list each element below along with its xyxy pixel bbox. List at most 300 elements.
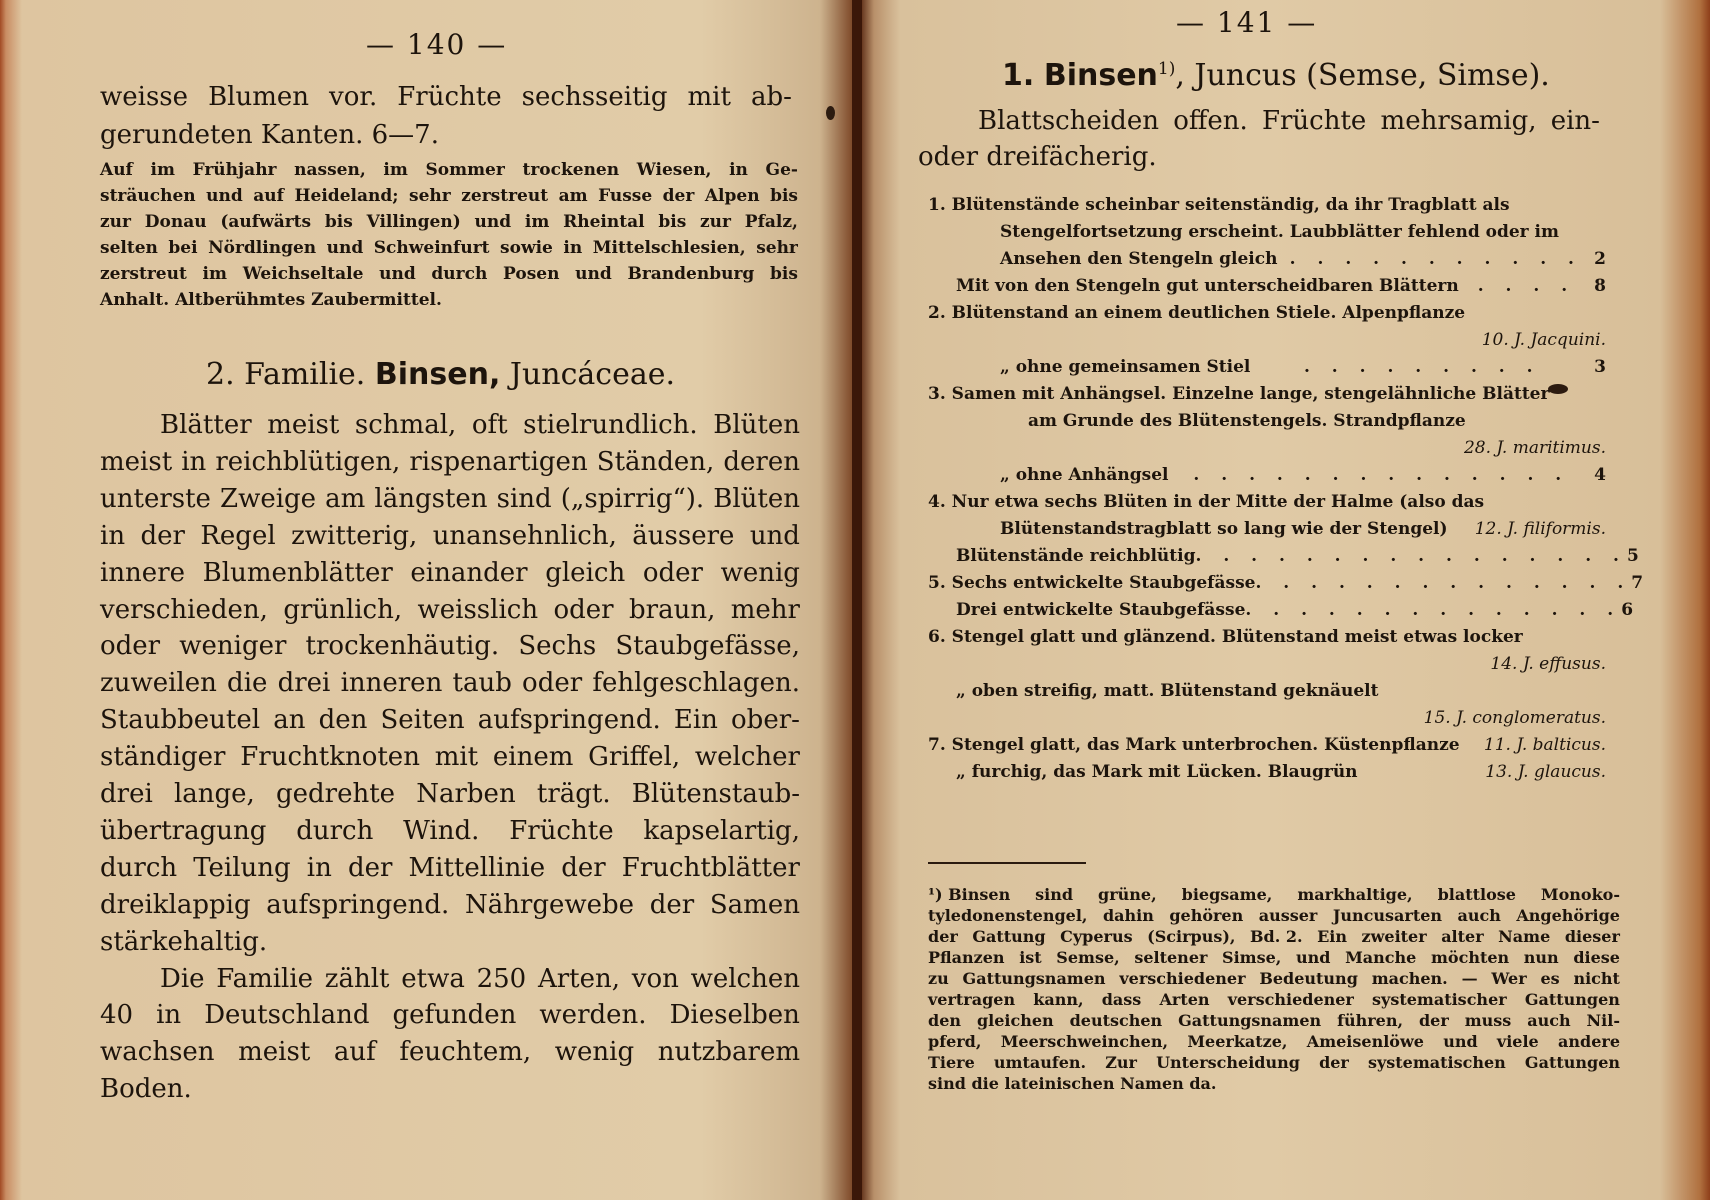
word: Samen xyxy=(709,889,800,920)
key-text: 1. Blütenstände scheinbar seitenständig, da ihr Tragblatt als xyxy=(928,195,1510,215)
word: Seiten xyxy=(380,705,465,736)
word: vor. xyxy=(329,82,378,112)
word: dahin xyxy=(1102,906,1154,925)
key-entry xyxy=(928,708,1606,728)
word: gedrehte xyxy=(275,779,396,809)
body-line xyxy=(100,927,800,957)
footnote-marker: 1) xyxy=(1157,59,1176,79)
footnote-line xyxy=(928,1032,1620,1051)
word: — xyxy=(1461,969,1478,988)
word: Simse, xyxy=(1222,948,1282,967)
body-line xyxy=(100,484,800,514)
word: ober- xyxy=(731,705,800,736)
word: einem xyxy=(492,742,574,773)
word: Pflanzen xyxy=(928,948,1005,967)
word: Ge- xyxy=(765,160,798,180)
word: welcher xyxy=(694,742,800,773)
word: ausser xyxy=(1258,906,1318,925)
word: sind xyxy=(1035,885,1074,904)
key-text: 3. Samen mit Anhängsel. Einzelne lange, stengelähnliche Blätter xyxy=(928,384,1550,404)
word: Dieselben xyxy=(669,1000,800,1031)
word: Semse, xyxy=(1056,948,1120,967)
word: Pfalz, xyxy=(744,212,798,232)
species-name: 28. J. maritimus. xyxy=(1463,438,1606,458)
word: weisslich xyxy=(417,594,539,625)
word: führen, xyxy=(1337,1011,1404,1030)
word: gleich xyxy=(545,557,626,588)
key-entry xyxy=(928,195,1606,215)
word: nun xyxy=(1523,948,1559,967)
word: Meerkatze, xyxy=(1187,1032,1288,1051)
word: Posen xyxy=(503,264,560,284)
word: systematischer xyxy=(1372,990,1507,1009)
word: offen. xyxy=(1173,106,1248,136)
key-entry xyxy=(956,762,1606,782)
word: Donau xyxy=(144,212,207,232)
word: Blüten xyxy=(713,410,800,440)
word: oder xyxy=(642,557,703,588)
word: trockenen xyxy=(522,160,620,180)
word: meist xyxy=(238,1037,311,1068)
word: meist xyxy=(267,410,340,440)
word: andere xyxy=(1558,1032,1620,1051)
word: Früchte xyxy=(1261,106,1367,136)
word: Schweinfurt xyxy=(373,238,490,258)
word: umtaufen. xyxy=(993,1053,1087,1072)
species-name: 15. J. conglomeratus. xyxy=(1423,708,1606,728)
word: nutzbarem xyxy=(657,1037,800,1068)
word: verschiedener xyxy=(1119,969,1246,988)
word: nicht xyxy=(1573,969,1620,988)
word: trägt. xyxy=(536,779,611,809)
word: Auf xyxy=(100,160,133,180)
key-text: „ oben streifig, matt. Blütenstand geknäuelt xyxy=(956,681,1379,701)
word: Früchte xyxy=(397,82,502,112)
key-reference: 8 xyxy=(1594,276,1606,296)
word: in xyxy=(563,238,583,258)
word: sechsseitig xyxy=(521,82,668,112)
word: machen. xyxy=(1371,969,1448,988)
word: gefunden xyxy=(392,1000,517,1031)
word: auf xyxy=(253,186,284,206)
word: längsten xyxy=(374,483,488,514)
footnote-line xyxy=(928,969,1620,988)
word: 40 xyxy=(100,1000,134,1031)
word: Juncusarten xyxy=(1332,906,1443,925)
word: lange, xyxy=(173,779,255,809)
word: Deutschland xyxy=(204,1000,370,1031)
word: Villingen) xyxy=(366,212,461,232)
word: Fusse xyxy=(598,186,653,206)
word: sehr xyxy=(756,238,798,258)
word: mehrsamig, xyxy=(1380,106,1537,136)
word: am xyxy=(325,483,366,514)
word: ist xyxy=(1019,948,1042,967)
word: Sechs xyxy=(518,631,597,662)
word: bis xyxy=(658,212,687,232)
word: aufspringend. xyxy=(266,889,450,920)
word: grüne, xyxy=(1098,885,1157,904)
key-text: Blütenstandstragblatt so lang wie der Stengel) xyxy=(1000,519,1448,539)
word: Rheintal xyxy=(563,212,645,232)
word: in xyxy=(100,520,126,551)
word: markhaltige, xyxy=(1297,885,1413,904)
word: diese xyxy=(1573,948,1620,967)
word: im xyxy=(383,160,408,180)
word: Bedeutung xyxy=(1259,969,1358,988)
word: mehr xyxy=(730,594,800,625)
word: der xyxy=(140,520,185,551)
footnote-line xyxy=(928,990,1620,1009)
word: aufspringend. xyxy=(477,705,661,736)
footnote-line xyxy=(928,885,1620,904)
word: Frühjahr xyxy=(192,160,277,180)
word: deren xyxy=(723,446,800,477)
key-text: Stengelfortsetzung erscheint. Laubblätter fehlend oder im xyxy=(1000,222,1559,242)
word: Narben xyxy=(416,779,516,809)
word: ¹) Binsen xyxy=(928,885,1011,904)
word: Name xyxy=(1498,927,1551,946)
word: gerundeten Kanten. 6—7. xyxy=(100,120,439,150)
word: Gattungsnamen xyxy=(1178,1011,1322,1030)
habitat-line xyxy=(100,160,798,180)
species-name: 13. J. glaucus. xyxy=(1485,762,1606,782)
word: der xyxy=(347,852,393,883)
body-line xyxy=(100,631,800,661)
word: ein- xyxy=(1550,106,1600,136)
key-entry xyxy=(1000,465,1606,485)
word: und xyxy=(326,238,364,258)
family-latin-name: Juncáceae. xyxy=(509,357,676,392)
word: Ständen, xyxy=(596,446,715,477)
ink-spot xyxy=(826,106,835,120)
word: Fruchtknoten xyxy=(240,742,420,773)
habitat-line xyxy=(100,264,798,284)
word: Ameisenlöwe xyxy=(1306,1032,1424,1051)
word: Nil- xyxy=(1586,1011,1620,1030)
word: sehr xyxy=(409,186,451,206)
word: möchten xyxy=(1430,948,1510,967)
key-entry xyxy=(956,276,1606,296)
word: bis xyxy=(324,212,353,232)
footnote-line xyxy=(928,1074,1620,1093)
word: am xyxy=(558,186,588,206)
word: Blütenstaub- xyxy=(631,779,800,809)
genus-heading-rest: , Juncus (Semse, Simse). xyxy=(1175,58,1550,93)
word: Meerschweinchen, xyxy=(1000,1032,1169,1051)
key-text: Ansehen den Stengeln gleich xyxy=(1000,249,1278,269)
word: Mittellinie xyxy=(408,852,546,883)
word: braun, xyxy=(629,594,716,625)
word: der xyxy=(561,852,606,883)
word: Mittelschlesien, xyxy=(592,238,746,258)
key-text: am Grunde des Blütenstengels. Strandpflanze xyxy=(1028,411,1466,431)
word: Gattungen xyxy=(1524,990,1620,1009)
key-text: 4. Nur etwa sechs Blüten in der Mitte der Halme (also das xyxy=(928,492,1485,512)
body-line xyxy=(100,816,800,846)
key-text: 6. Stengel glatt und glänzend. Blütenstand meist etwas locker xyxy=(928,627,1523,647)
word: Cyperus xyxy=(1060,927,1133,946)
word: (aufwärts xyxy=(220,212,312,232)
word: in xyxy=(306,852,332,883)
word: zu xyxy=(928,969,949,988)
word: durch xyxy=(431,264,488,284)
word: Angehörige xyxy=(1516,906,1620,925)
body-line xyxy=(100,1000,800,1030)
intro-line xyxy=(918,142,1218,172)
family-heading-prefix: 2. Familie. xyxy=(206,357,366,392)
key-entry xyxy=(1000,249,1606,269)
word: Anhalt. Altberühmtes Zaubermittel. xyxy=(100,290,442,310)
body-line xyxy=(160,964,800,994)
key-entry xyxy=(928,438,1606,458)
word: schmal, xyxy=(354,410,457,440)
word: durch xyxy=(100,852,178,883)
key-entry xyxy=(928,384,1606,404)
word: der xyxy=(928,927,958,946)
word: im xyxy=(524,212,550,232)
word: meist xyxy=(100,446,173,477)
word: gleichen xyxy=(976,1011,1054,1030)
footnote-line xyxy=(928,927,1620,946)
key-entry xyxy=(928,735,1606,755)
word: Blüten xyxy=(713,483,800,514)
word: taub xyxy=(452,668,512,699)
word: Fruchtblätter xyxy=(621,852,800,883)
habitat-line xyxy=(100,212,798,232)
word: kapselartig, xyxy=(643,815,800,846)
leader-dots: . . . . . . . . . . . . . . xyxy=(1255,573,1632,593)
word: in xyxy=(181,446,207,477)
word: und xyxy=(474,212,512,232)
word: ab- xyxy=(750,82,792,112)
word: Gattung xyxy=(972,927,1046,946)
word: und xyxy=(379,264,416,284)
word: innere xyxy=(100,557,186,588)
word: Nährgewebe xyxy=(464,889,635,920)
word: bei xyxy=(168,238,198,258)
page-number: — 141 — xyxy=(1176,6,1318,39)
word: Ein xyxy=(673,705,718,736)
key-text: „ ohne Anhängsel xyxy=(1000,465,1169,485)
key-entry xyxy=(1000,519,1606,539)
intro-line xyxy=(978,106,1600,136)
footnote-line xyxy=(928,1011,1620,1030)
key-reference: 2 xyxy=(1594,249,1606,269)
word: Nördlingen xyxy=(208,238,317,258)
word: Weichseltale xyxy=(242,264,364,284)
leader-dots: . . . . . . . . . xyxy=(1303,357,1541,377)
word: mit xyxy=(687,82,731,112)
word: oder xyxy=(553,594,614,625)
word: wenig xyxy=(720,557,800,588)
word: Manche xyxy=(1345,948,1417,967)
key-entry xyxy=(956,546,1639,566)
word: Tiere xyxy=(928,1053,975,1072)
word: verschieden, xyxy=(100,594,268,625)
key-reference: 3 xyxy=(1594,357,1606,377)
word: an xyxy=(273,705,306,736)
word: sind die lateinischen Namen da. xyxy=(928,1074,1217,1093)
word: oder xyxy=(522,668,583,699)
word: zwitterig, xyxy=(291,520,418,551)
body-line xyxy=(100,779,800,809)
word: zweiter xyxy=(1361,927,1427,946)
word: alter xyxy=(1441,927,1484,946)
word: drei xyxy=(277,668,331,699)
word: und xyxy=(206,186,243,206)
word: Teilung xyxy=(193,852,291,883)
word: Gattungsnamen xyxy=(962,969,1106,988)
habitat-line xyxy=(100,186,798,206)
key-entry xyxy=(928,654,1606,674)
key-reference: 4 xyxy=(1594,465,1606,485)
word: seltener xyxy=(1134,948,1208,967)
word: der xyxy=(649,889,695,920)
word: etwa xyxy=(401,963,465,994)
species-name: 12. J. filiformis. xyxy=(1474,519,1606,539)
word: Gattungen xyxy=(1524,1053,1620,1072)
word: stärkehaltig. xyxy=(100,926,268,957)
body-line xyxy=(100,853,800,883)
key-entry xyxy=(928,573,1644,593)
word: gehören xyxy=(1169,906,1244,925)
word: die xyxy=(227,668,268,699)
word: Früchte xyxy=(509,815,614,846)
genus-heading xyxy=(1002,58,1550,93)
key-reference: 7 xyxy=(1631,573,1644,593)
word: Ein xyxy=(1317,927,1347,946)
word: ständiger xyxy=(100,742,226,773)
word: muss xyxy=(1464,1011,1512,1030)
word: drei xyxy=(100,779,153,809)
intro-line xyxy=(100,120,792,150)
species-name: 11. J. balticus. xyxy=(1483,735,1606,755)
word: Wind. xyxy=(403,815,480,846)
body-line xyxy=(100,705,800,735)
book-gutter xyxy=(852,0,862,1200)
word: Griffel, xyxy=(588,742,681,773)
footnote-line xyxy=(928,906,1620,925)
word: Staubgefässe, xyxy=(615,631,800,662)
word: stielrundlich. xyxy=(523,410,698,440)
word: Blattscheiden xyxy=(978,106,1159,136)
key-text: 7. Stengel glatt, das Mark unterbrochen. Küstenpflanze xyxy=(928,735,1460,755)
word: wachsen xyxy=(100,1037,215,1068)
genus-number: 1. xyxy=(1002,58,1035,93)
family-heading xyxy=(206,357,675,392)
word: Heideland; xyxy=(294,186,399,206)
footnote-line xyxy=(928,948,1620,967)
body-line xyxy=(100,1037,800,1067)
word: den xyxy=(928,1011,961,1030)
leader-dots: . . . . . . . . . . . xyxy=(1289,249,1582,269)
word: inneren xyxy=(340,668,443,699)
word: Boden. xyxy=(100,1074,192,1105)
word: viele xyxy=(1496,1032,1539,1051)
word: oft xyxy=(471,410,508,440)
key-text: 2. Blütenstand an einem deutlichen Stiele. Alpenpflanze xyxy=(928,303,1466,323)
word: Zur xyxy=(1105,1053,1137,1072)
word: Arten xyxy=(1159,990,1210,1009)
word: weniger xyxy=(179,631,287,662)
key-reference: 5 xyxy=(1626,546,1639,566)
word: 250 xyxy=(476,963,527,994)
key-entry xyxy=(956,681,1606,701)
word: Wer xyxy=(1491,969,1527,988)
word: Zweige xyxy=(220,483,317,514)
word: werden. xyxy=(539,1000,647,1031)
word: („spirrig“). xyxy=(560,483,705,514)
word: und xyxy=(749,520,800,551)
word: mit xyxy=(434,742,479,773)
word: und xyxy=(1443,1032,1478,1051)
key-entry xyxy=(1028,411,1606,431)
word: Brandenburg xyxy=(627,264,755,284)
word: feuchtem, xyxy=(399,1037,532,1068)
word: den xyxy=(318,705,368,736)
word: von xyxy=(631,963,679,994)
key-text: „ furchig, das Mark mit Lücken. Blaugrün xyxy=(956,762,1358,782)
leader-dots: . . . . . . . . . . . . . . xyxy=(1193,465,1570,485)
word: sträuchen xyxy=(100,186,196,206)
species-name: 10. J. Jacquini. xyxy=(1481,330,1606,350)
species-name: 14. J. effusus. xyxy=(1490,654,1606,674)
word: nassen, xyxy=(294,160,366,180)
body-line xyxy=(100,521,800,551)
word: Die xyxy=(160,963,205,994)
word: wenig xyxy=(554,1037,635,1068)
word: übertragung xyxy=(100,815,267,846)
word: zerstreut xyxy=(100,264,187,284)
body-line xyxy=(100,1074,800,1104)
word: auf xyxy=(333,1037,376,1068)
page-number: — 140 — xyxy=(366,28,508,61)
footnote-line xyxy=(928,1053,1620,1072)
word: vertragen xyxy=(928,990,1016,1009)
word: auch xyxy=(1527,1011,1571,1030)
body-line xyxy=(100,447,800,477)
word: Blumenblätter xyxy=(202,557,393,588)
word: Bd. 2. xyxy=(1250,927,1303,946)
leader-dots: . . . . . . . . . . . . . . xyxy=(1245,600,1622,620)
word: zur xyxy=(700,212,732,232)
word: blattlose xyxy=(1437,885,1516,904)
word: Regel xyxy=(200,520,276,551)
word: welchen xyxy=(690,963,800,994)
word: auch xyxy=(1457,906,1501,925)
key-entry xyxy=(928,330,1606,350)
word: Alpen xyxy=(704,186,760,206)
word: und xyxy=(575,264,612,284)
word: Arten, xyxy=(537,963,621,994)
word: Blätter xyxy=(160,410,252,440)
word: im xyxy=(202,264,227,284)
habitat-line xyxy=(100,238,798,258)
word: kann, xyxy=(1033,990,1084,1009)
word: verschiedener xyxy=(1227,990,1354,1009)
word: der xyxy=(1319,1053,1349,1072)
key-text: Mit von den Stengeln gut unterscheidbaren Blättern xyxy=(956,276,1459,296)
word: in xyxy=(156,1000,182,1031)
word: deutschen xyxy=(1069,1011,1163,1030)
leader-dots: . . . . xyxy=(1477,276,1576,296)
word: pferd, xyxy=(928,1032,982,1051)
family-name: Binsen, xyxy=(374,357,501,392)
word: zuweilen xyxy=(100,668,217,699)
word: rispenartigen xyxy=(409,446,588,477)
word: oder xyxy=(100,631,161,662)
